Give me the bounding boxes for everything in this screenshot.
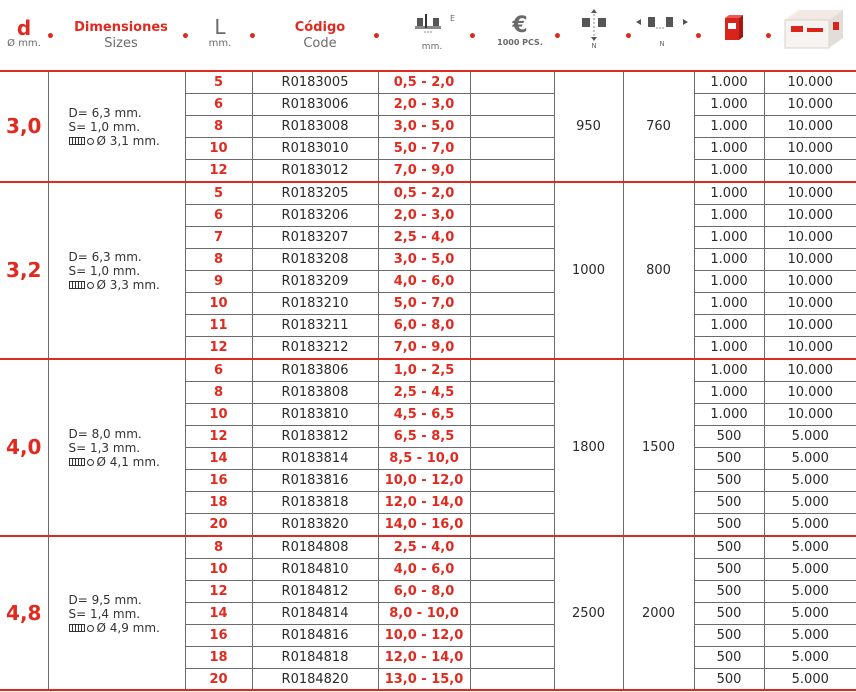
header-separator-dot: • [248, 29, 257, 45]
dimension-drill-text: Ø 4,1 mm. [96, 454, 160, 469]
code-cell: R0183810 [252, 404, 378, 426]
case-qty-cell: 5.000 [764, 448, 856, 470]
case-qty-cell: 5.000 [764, 581, 856, 603]
header-range [392, 0, 472, 70]
header-pack-1 [566, 0, 622, 70]
dimensions-cell [48, 71, 185, 182]
code-cell: R0183010 [252, 138, 378, 160]
case-qty-cell: 10.000 [764, 138, 856, 160]
code-cell: R0183820 [252, 514, 378, 537]
rivet-head-icon [87, 138, 94, 145]
code-cell: R0183006 [252, 94, 378, 116]
box-qty-cell: 1.000 [694, 337, 764, 360]
length-cell: 18 [185, 647, 252, 669]
price-cell [470, 382, 554, 404]
price-cell [470, 492, 554, 514]
price-cell [470, 271, 554, 293]
pack-n2-cell: 1500 [623, 359, 694, 536]
code-cell: R0183212 [252, 337, 378, 360]
header-separator-dot: • [553, 29, 562, 45]
length-cell: 7 [185, 227, 252, 249]
header-separator-dot: • [372, 29, 381, 45]
price-cell [470, 470, 554, 492]
header-separator-dot: • [764, 29, 773, 45]
code-cell: R0184810 [252, 559, 378, 581]
rivet-icon [69, 137, 85, 145]
box-quantity-icon [577, 8, 611, 42]
price-cell [470, 448, 554, 470]
range-cell: 14,0 - 16,0 [378, 514, 470, 537]
price-cell [470, 205, 554, 227]
case-qty-cell: 10.000 [764, 160, 856, 183]
box-qty-cell: 500 [694, 514, 764, 537]
range-cell: 2,5 - 4,0 [378, 536, 470, 559]
range-cell: 8,5 - 10,0 [378, 448, 470, 470]
header-length [190, 0, 250, 70]
code-cell: R0183812 [252, 426, 378, 448]
box-qty-cell: 500 [694, 470, 764, 492]
range-cell: 0,5 - 2,0 [378, 182, 470, 205]
length-cell: 5 [185, 71, 252, 94]
pack-n2-cell: 2000 [623, 536, 694, 691]
table-row [0, 359, 856, 382]
header-code [260, 0, 380, 70]
code-cell: R0184818 [252, 647, 378, 669]
range-cell: 7,0 - 9,0 [378, 337, 470, 360]
code-cell: R0184820 [252, 669, 378, 691]
header-pack2-sub: N [659, 40, 665, 48]
range-cell: 5,0 - 7,0 [378, 293, 470, 315]
header-separator-dot: • [624, 29, 633, 45]
box-qty-cell: 500 [694, 448, 764, 470]
dimension-drill-text: Ø 3,1 mm. [96, 133, 160, 148]
box-qty-cell: 500 [694, 625, 764, 647]
length-cell: 8 [185, 249, 252, 271]
table-row [0, 182, 856, 205]
price-cell [470, 603, 554, 625]
price-cell [470, 514, 554, 537]
header-codigo: Código [294, 20, 346, 35]
code-cell: R0183808 [252, 382, 378, 404]
box-qty-cell: 1.000 [694, 315, 764, 337]
length-cell: 10 [185, 404, 252, 426]
range-cell: 12,0 - 14,0 [378, 492, 470, 514]
case-qty-cell: 10.000 [764, 359, 856, 382]
pack-n1-cell: 1000 [554, 182, 623, 359]
header-dimensions [58, 0, 184, 70]
rivet-icon [69, 281, 85, 289]
price-cell [470, 293, 554, 315]
header-range-letter: E [450, 14, 456, 23]
length-cell: 16 [185, 625, 252, 647]
price-cell [470, 625, 554, 647]
price-cell [470, 182, 554, 205]
box-qty-cell: 1.000 [694, 293, 764, 315]
code-cell: R0183005 [252, 71, 378, 94]
length-cell: 6 [185, 94, 252, 116]
dimension-drill [69, 134, 185, 148]
box-qty-cell: 500 [694, 603, 764, 625]
price-cell [470, 160, 554, 183]
pack-n2-cell: 800 [623, 182, 694, 359]
dimension-drill [69, 455, 185, 469]
price-cell [470, 647, 554, 669]
header-l-label: L [214, 15, 226, 39]
range-cell: 2,5 - 4,5 [378, 382, 470, 404]
header-pack1-sub: N [591, 42, 597, 50]
diameter-cell: 3,2 [0, 182, 48, 359]
table-row [0, 71, 856, 94]
header-range-sub: mm. [421, 42, 443, 52]
range-cell: 6,5 - 8,5 [378, 426, 470, 448]
length-cell: 20 [185, 669, 252, 691]
box-qty-cell: 500 [694, 669, 764, 691]
price-cell [470, 337, 554, 360]
code-cell: R0183210 [252, 293, 378, 315]
case-qty-cell: 5.000 [764, 536, 856, 559]
header-pack-2 [630, 0, 694, 70]
header-small-box [700, 0, 768, 70]
length-cell: 9 [185, 271, 252, 293]
box-qty-cell: 500 [694, 647, 764, 669]
price-cell [470, 249, 554, 271]
pack-n2-cell: 760 [623, 71, 694, 182]
case-qty-cell: 10.000 [764, 94, 856, 116]
header-d-label: d [16, 16, 32, 40]
dimension-thickness: S= 1,0 mm. [68, 263, 141, 278]
length-cell: 18 [185, 492, 252, 514]
dimension-drill [69, 278, 185, 292]
box-qty-cell: 500 [694, 426, 764, 448]
case-qty-cell: 10.000 [764, 271, 856, 293]
code-cell: R0183205 [252, 182, 378, 205]
case-qty-cell: 5.000 [764, 647, 856, 669]
case-qty-cell: 10.000 [764, 249, 856, 271]
code-cell: R0183012 [252, 160, 378, 183]
case-qty-cell: 5.000 [764, 426, 856, 448]
range-cell: 10,0 - 12,0 [378, 625, 470, 647]
range-cell: 6,0 - 8,0 [378, 315, 470, 337]
header-separator-dot: • [468, 29, 477, 45]
case-qty-cell: 5.000 [764, 492, 856, 514]
price-cell [470, 536, 554, 559]
rivet-head-icon [87, 282, 94, 289]
length-cell: 12 [185, 581, 252, 603]
code-cell: R0183008 [252, 116, 378, 138]
range-cell: 4,0 - 6,0 [378, 271, 470, 293]
header-price [480, 0, 560, 70]
box-qty-cell: 500 [694, 581, 764, 603]
header-d-sub: Ø mm. [7, 38, 41, 49]
case-qty-cell: 10.000 [764, 205, 856, 227]
case-qty-cell: 5.000 [764, 603, 856, 625]
pack-n1-cell: 1800 [554, 359, 623, 536]
case-qty-cell: 10.000 [764, 382, 856, 404]
dimension-outer-diameter: D= 9,5 mm. [68, 592, 142, 607]
price-cell [470, 426, 554, 448]
dimension-outer-diameter: D= 6,3 mm. [68, 249, 142, 264]
range-cell: 6,0 - 8,0 [378, 581, 470, 603]
box-qty-cell: 500 [694, 536, 764, 559]
code-cell: R0183818 [252, 492, 378, 514]
table-body [0, 71, 856, 691]
box-qty-cell: 1.000 [694, 116, 764, 138]
code-cell: R0183207 [252, 227, 378, 249]
length-cell: 10 [185, 559, 252, 581]
length-cell: 12 [185, 160, 252, 183]
header-dimensiones: Dimensiones [74, 20, 168, 35]
case-qty-cell: 5.000 [764, 669, 856, 691]
case-qty-cell: 5.000 [764, 559, 856, 581]
range-cell: 2,0 - 3,0 [378, 205, 470, 227]
range-cell: 2,5 - 4,0 [378, 227, 470, 249]
case-qty-cell: 5.000 [764, 470, 856, 492]
red-box-icon [723, 14, 745, 42]
case-qty-cell: 10.000 [764, 337, 856, 360]
length-cell: 14 [185, 603, 252, 625]
price-cell [470, 116, 554, 138]
box-qty-cell: 500 [694, 492, 764, 514]
code-cell: R0183209 [252, 271, 378, 293]
range-cell: 7,0 - 9,0 [378, 160, 470, 183]
code-cell: R0184808 [252, 536, 378, 559]
length-cell: 10 [185, 293, 252, 315]
dimension-drill [69, 621, 185, 635]
rivet-icon [69, 624, 85, 632]
code-cell: R0183206 [252, 205, 378, 227]
length-cell: 6 [185, 359, 252, 382]
dimension-drill-text: Ø 4,9 mm. [96, 620, 160, 635]
box-qty-cell: 1.000 [694, 271, 764, 293]
box-qty-cell: 1.000 [694, 138, 764, 160]
code-cell: R0183814 [252, 448, 378, 470]
dimensions-cell [48, 182, 185, 359]
code-cell: R0183806 [252, 359, 378, 382]
length-cell: 8 [185, 116, 252, 138]
case-qty-cell: 10.000 [764, 71, 856, 94]
price-cell [470, 71, 554, 94]
case-box-icon [781, 6, 847, 50]
range-cell: 2,0 - 3,0 [378, 94, 470, 116]
dimension-thickness: S= 1,3 mm. [68, 440, 141, 455]
range-cell: 4,5 - 6,5 [378, 404, 470, 426]
box-quantity-icon [634, 10, 690, 40]
price-cell [470, 94, 554, 116]
length-cell: 14 [185, 448, 252, 470]
product-table [0, 70, 856, 691]
header-diameter [0, 0, 48, 70]
case-qty-cell: 10.000 [764, 315, 856, 337]
price-cell [470, 404, 554, 426]
dimension-outer-diameter: D= 8,0 mm. [68, 426, 142, 441]
header-separator-dot: • [181, 29, 190, 45]
rivet-icon [69, 458, 85, 466]
case-qty-cell: 5.000 [764, 514, 856, 537]
range-cell: 13,0 - 15,0 [378, 669, 470, 691]
header-sizes: Sizes [104, 36, 138, 51]
length-cell: 8 [185, 536, 252, 559]
dimensions-cell [48, 536, 185, 691]
box-qty-cell: 1.000 [694, 160, 764, 183]
length-cell: 11 [185, 315, 252, 337]
case-qty-cell: 5.000 [764, 625, 856, 647]
code-cell: R0184814 [252, 603, 378, 625]
price-cell [470, 581, 554, 603]
box-qty-cell: 500 [694, 559, 764, 581]
header-big-box [772, 0, 856, 70]
dimension-thickness: S= 1,4 mm. [68, 606, 141, 621]
dimension-thickness: S= 1,0 mm. [68, 119, 141, 134]
pack-n1-cell: 2500 [554, 536, 623, 691]
length-cell: 20 [185, 514, 252, 537]
code-cell: R0183816 [252, 470, 378, 492]
case-qty-cell: 10.000 [764, 116, 856, 138]
length-cell: 12 [185, 337, 252, 360]
price-cell [470, 359, 554, 382]
bottom-rule [0, 689, 856, 691]
box-qty-cell: 1.000 [694, 227, 764, 249]
price-cell [470, 559, 554, 581]
box-qty-cell: 1.000 [694, 94, 764, 116]
diameter-cell: 3,0 [0, 71, 48, 182]
price-cell [470, 315, 554, 337]
dimension-drill-text: Ø 3,3 mm. [96, 277, 160, 292]
length-cell: 16 [185, 470, 252, 492]
diameter-cell: 4,8 [0, 536, 48, 691]
range-cell: 5,0 - 7,0 [378, 138, 470, 160]
range-cell: 12,0 - 14,0 [378, 647, 470, 669]
header-euro-sub: 1000 PCS. [497, 38, 543, 47]
box-qty-cell: 1.000 [694, 359, 764, 382]
price-cell [470, 138, 554, 160]
range-cell: 3,0 - 5,0 [378, 249, 470, 271]
code-cell: R0183211 [252, 315, 378, 337]
box-qty-cell: 1.000 [694, 404, 764, 426]
code-cell: R0183208 [252, 249, 378, 271]
header-separator-dot: • [46, 29, 55, 45]
box-qty-cell: 1.000 [694, 71, 764, 94]
code-cell: R0184816 [252, 625, 378, 647]
range-cell: 3,0 - 5,0 [378, 116, 470, 138]
code-cell: R0184812 [252, 581, 378, 603]
pack-n1-cell: 950 [554, 71, 623, 182]
box-qty-cell: 1.000 [694, 205, 764, 227]
length-cell: 5 [185, 182, 252, 205]
box-qty-cell: 1.000 [694, 249, 764, 271]
range-cell: 4,0 - 6,0 [378, 559, 470, 581]
price-cell [470, 669, 554, 691]
case-qty-cell: 10.000 [764, 227, 856, 249]
box-qty-cell: 1.000 [694, 382, 764, 404]
length-cell: 6 [185, 205, 252, 227]
table-row [0, 536, 856, 559]
case-qty-cell: 10.000 [764, 182, 856, 205]
table-header [0, 0, 856, 70]
euro-icon: € [512, 13, 528, 38]
range-cell: 0,5 - 2,0 [378, 71, 470, 94]
length-cell: 10 [185, 138, 252, 160]
price-cell [470, 227, 554, 249]
dimension-outer-diameter: D= 6,3 mm. [68, 105, 142, 120]
case-qty-cell: 10.000 [764, 404, 856, 426]
dimensions-cell [48, 359, 185, 536]
case-qty-cell: 10.000 [764, 293, 856, 315]
box-qty-cell: 1.000 [694, 182, 764, 205]
rivet-head-icon [87, 625, 94, 632]
range-cell: 8,0 - 10,0 [378, 603, 470, 625]
header-code-en: Code [303, 36, 337, 51]
length-cell: 12 [185, 426, 252, 448]
header-l-sub: mm. [208, 38, 232, 49]
diameter-cell: 4,0 [0, 359, 48, 536]
rivet-head-icon [87, 459, 94, 466]
range-cell: 1,0 - 2,5 [378, 359, 470, 382]
range-cell: 10,0 - 12,0 [378, 470, 470, 492]
length-cell: 8 [185, 382, 252, 404]
header-separator-dot: • [694, 29, 703, 45]
